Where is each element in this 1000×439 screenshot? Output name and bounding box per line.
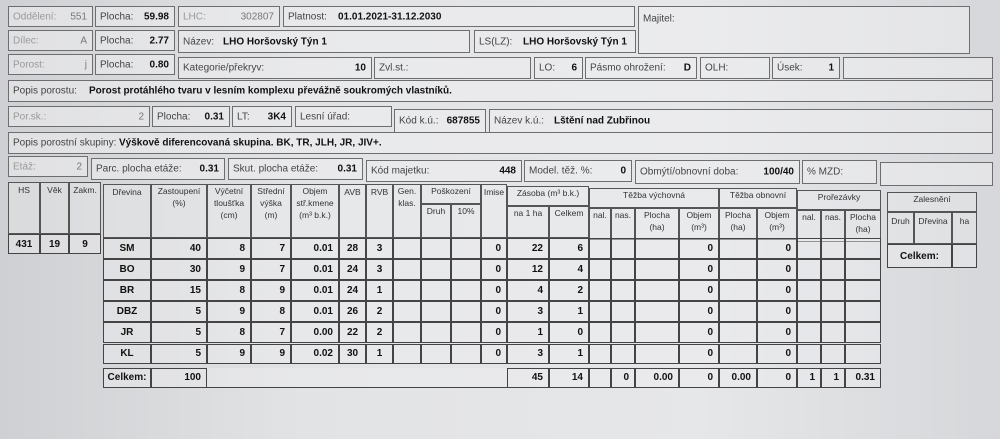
objem-header: Objem stř.kmene (m³ b.k.) bbox=[291, 184, 339, 238]
cell-tl: 9 bbox=[207, 344, 251, 365]
hs-value: 431 bbox=[8, 234, 40, 254]
cell-empty bbox=[797, 322, 821, 343]
obmyti-field: Obmýtí/obnovní doba: 100/40 bbox=[635, 160, 800, 184]
zalesneni-header: Zalesnění bbox=[887, 192, 977, 212]
cell-vy: 7 bbox=[251, 238, 291, 259]
cell-avb: 24 bbox=[339, 280, 366, 301]
cell-empty bbox=[821, 280, 845, 301]
imise-header: Imise bbox=[481, 184, 507, 238]
avb-header: AVB bbox=[339, 184, 366, 238]
cell-empty bbox=[635, 259, 679, 280]
cell-empty bbox=[719, 259, 757, 280]
cell-empty bbox=[451, 259, 481, 280]
cell-imise: 0 bbox=[481, 259, 507, 280]
cell-tl: 8 bbox=[207, 280, 251, 301]
cell-empty bbox=[611, 301, 635, 322]
cell-vy: 9 bbox=[251, 280, 291, 301]
cell-empty bbox=[635, 238, 679, 259]
cell-na1ha: 1 bbox=[507, 322, 549, 343]
cell-empty bbox=[845, 322, 881, 343]
empty-field bbox=[843, 57, 993, 79]
cell-empty bbox=[589, 301, 611, 322]
vycetni-header: Výčetní tloušťka (cm) bbox=[207, 184, 251, 238]
cell-empty bbox=[611, 322, 635, 343]
cell-tv_obj: 0 bbox=[679, 301, 719, 322]
poskozeni-header: Poškození bbox=[421, 184, 481, 204]
cell-empty bbox=[393, 301, 421, 322]
cell-to_obj: 0 bbox=[757, 301, 797, 322]
cell-tv_obj: 0 bbox=[679, 259, 719, 280]
ls-field: LS(LZ): LHO Horšovský Týn 1 bbox=[474, 30, 636, 53]
tv-nas-header: nas. bbox=[611, 208, 635, 240]
cell-empty bbox=[797, 301, 821, 322]
cell-tl: 9 bbox=[207, 259, 251, 280]
cell-empty bbox=[845, 280, 881, 301]
cell-tv_obj: 0 bbox=[679, 280, 719, 301]
cell-empty bbox=[451, 238, 481, 259]
zakm-value: 9 bbox=[69, 234, 101, 254]
stredni-header: Střední výška (m) bbox=[251, 184, 291, 238]
druh-header: Druh bbox=[421, 204, 451, 238]
popis-porostu-field: Popis porostu: Porost protáhlého tvaru v lesním komplexu převážně soukromých vlastníků. bbox=[8, 80, 993, 102]
cell-avb: 26 bbox=[339, 301, 366, 322]
cell-rvb: 1 bbox=[366, 280, 393, 301]
cell-rvb: 2 bbox=[366, 322, 393, 343]
cell-to_obj: 0 bbox=[757, 322, 797, 343]
cell-obj: 0.02 bbox=[291, 344, 339, 365]
dilec-field: Dílec: A bbox=[8, 30, 93, 51]
cell-empty bbox=[611, 259, 635, 280]
plocha-dilec-field: Plocha: 2.77 bbox=[95, 30, 175, 51]
z-druh-header: Druh bbox=[887, 212, 914, 244]
total-celkem: 14 bbox=[549, 368, 589, 388]
cell-drevina: DBZ bbox=[103, 301, 151, 322]
tezba-obnovni-header: Těžba obnovní bbox=[719, 188, 797, 208]
cell-empty bbox=[611, 344, 635, 365]
cell-imise: 0 bbox=[481, 322, 507, 343]
total-to_plocha: 0.00 bbox=[719, 368, 757, 388]
cell-empty bbox=[821, 344, 845, 365]
cell-empty bbox=[821, 301, 845, 322]
cell-empty bbox=[393, 259, 421, 280]
cell-to_obj: 0 bbox=[757, 344, 797, 365]
z-ha-header: ha bbox=[952, 212, 977, 244]
cell-empty bbox=[393, 322, 421, 343]
cell-empty bbox=[845, 344, 881, 365]
oddeleni-field: Oddělení: 551 bbox=[8, 6, 93, 27]
cell-vy: 9 bbox=[251, 344, 291, 365]
cell-empty bbox=[845, 238, 881, 259]
olh-field: OLH: bbox=[700, 57, 770, 79]
cell-rvb: 3 bbox=[366, 259, 393, 280]
tezba-vychovna-header: Těžba výchovná bbox=[589, 188, 719, 208]
cell-empty bbox=[589, 238, 611, 259]
cell-empty bbox=[797, 259, 821, 280]
total-tv_obj: 0 bbox=[679, 368, 719, 388]
porsk-field: Por.sk.: 2 bbox=[8, 106, 150, 127]
cell-empty bbox=[421, 259, 451, 280]
cell-zast: 5 bbox=[151, 322, 207, 343]
cell-empty bbox=[635, 344, 679, 365]
total-na1ha: 45 bbox=[507, 368, 549, 388]
cell-empty bbox=[421, 322, 451, 343]
cell-imise: 0 bbox=[481, 280, 507, 301]
etaz-field: Etáž: 2 bbox=[8, 156, 88, 177]
cell-empty bbox=[845, 259, 881, 280]
prorezavky-header: Prořezávky bbox=[797, 190, 881, 210]
cell-rvb: 3 bbox=[366, 238, 393, 259]
cell-zast: 5 bbox=[151, 301, 207, 322]
cell-celkem: 0 bbox=[549, 322, 589, 343]
cell-empty bbox=[393, 344, 421, 365]
cell-drevina: BR bbox=[103, 280, 151, 301]
cell-obj: 0.01 bbox=[291, 301, 339, 322]
skut-plocha-field: Skut. plocha etáže: 0.31 bbox=[228, 158, 363, 180]
cell-drevina: KL bbox=[103, 344, 151, 365]
cell-obj: 0.01 bbox=[291, 280, 339, 301]
total-empty bbox=[207, 368, 507, 388]
vek-value: 19 bbox=[40, 234, 69, 254]
cell-empty bbox=[589, 344, 611, 365]
zvlst-field: Zvl.st.: bbox=[374, 57, 531, 79]
total-tv_nas: 0 bbox=[611, 368, 635, 388]
cell-tl: 8 bbox=[207, 238, 251, 259]
cell-empty bbox=[451, 280, 481, 301]
cell-empty bbox=[635, 280, 679, 301]
tv-nal-header: nal. bbox=[589, 208, 611, 240]
cell-tv_obj: 0 bbox=[679, 344, 719, 365]
cell-empty bbox=[797, 280, 821, 301]
cell-vy: 7 bbox=[251, 322, 291, 343]
cell-empty bbox=[719, 344, 757, 365]
majitel-field: Majitel: bbox=[638, 6, 970, 54]
z-celkem-label: Celkem: bbox=[887, 244, 952, 268]
total-to_obj: 0 bbox=[757, 368, 797, 388]
zakm-header: Zakm. bbox=[69, 182, 101, 234]
model-tezby-field: Model. těž. %: 0 bbox=[524, 160, 632, 182]
plocha-porost-field: Plocha: 0.80 bbox=[95, 54, 175, 75]
cell-empty bbox=[719, 301, 757, 322]
total-pr_plocha: 0.31 bbox=[845, 368, 881, 388]
cell-celkem: 6 bbox=[549, 238, 589, 259]
rvb-header: RVB bbox=[366, 184, 393, 238]
cell-obj: 0.00 bbox=[291, 322, 339, 343]
cell-empty bbox=[821, 238, 845, 259]
cell-empty bbox=[635, 301, 679, 322]
cell-empty bbox=[821, 259, 845, 280]
kategorie-field: Kategorie/překryv: 10 bbox=[178, 57, 372, 79]
drevina-header: Dřevina bbox=[103, 184, 151, 238]
cell-empty bbox=[589, 259, 611, 280]
vek-header: Věk bbox=[40, 182, 69, 234]
hs-header: HS bbox=[8, 182, 40, 234]
empty-field-2 bbox=[880, 162, 993, 186]
cell-empty bbox=[451, 344, 481, 365]
total-empty bbox=[589, 368, 611, 388]
cell-empty bbox=[635, 322, 679, 343]
na1ha-header: na 1 ha bbox=[507, 206, 549, 238]
cell-avb: 22 bbox=[339, 322, 366, 343]
lo-field: LO: 6 bbox=[534, 57, 583, 79]
nazev-field: Název: LHO Horšovský Týn 1 bbox=[178, 30, 470, 53]
z-celkem-value bbox=[952, 244, 977, 268]
platnost-field: Platnost: 01.01.2021-31.12.2030 bbox=[283, 6, 635, 27]
celkem-header: Celkem bbox=[549, 206, 589, 238]
popis-skupiny-field: Popis porostní skupiny: Výškově diferencovaná skupina. BK, TR, JLH, JR, JIV+. bbox=[8, 132, 993, 154]
nazev-ku-field: Název k.ú.: Lštění nad Zubřinou bbox=[489, 109, 993, 133]
plocha-oddeleni-field: Plocha: 59.98 bbox=[95, 6, 175, 27]
cell-celkem: 2 bbox=[549, 280, 589, 301]
cell-vy: 8 bbox=[251, 301, 291, 322]
cell-to_obj: 0 bbox=[757, 238, 797, 259]
cell-empty bbox=[719, 238, 757, 259]
total-pr_nas: 1 bbox=[821, 368, 845, 388]
cell-zast: 40 bbox=[151, 238, 207, 259]
cell-celkem: 1 bbox=[549, 344, 589, 365]
cell-rvb: 2 bbox=[366, 301, 393, 322]
cell-imise: 0 bbox=[481, 238, 507, 259]
cell-empty bbox=[421, 280, 451, 301]
cell-to_obj: 0 bbox=[757, 280, 797, 301]
plocha-porsk-field: Plocha: 0.31 bbox=[152, 106, 230, 127]
cell-empty bbox=[611, 238, 635, 259]
cell-empty bbox=[611, 280, 635, 301]
cell-to_obj: 0 bbox=[757, 259, 797, 280]
usek-field: Úsek: 1 bbox=[772, 57, 840, 79]
cell-tv_obj: 0 bbox=[679, 322, 719, 343]
lt-field: LT: 3K4 bbox=[232, 106, 292, 127]
cell-empty bbox=[719, 280, 757, 301]
cell-empty bbox=[421, 301, 451, 322]
cell-zast: 30 bbox=[151, 259, 207, 280]
cell-empty bbox=[797, 344, 821, 365]
cell-empty bbox=[393, 238, 421, 259]
cell-empty bbox=[845, 301, 881, 322]
kod-majetku-field: Kód majetku: 448 bbox=[366, 160, 522, 182]
gen-header: Gen. klas. bbox=[393, 184, 421, 238]
to-plocha-header: Plocha (ha) bbox=[719, 208, 757, 240]
pr-nal-header: nal. bbox=[797, 210, 821, 242]
porost-field: Porost: j bbox=[8, 54, 93, 75]
tv-objem-header: Objem (m³) bbox=[679, 208, 719, 240]
cell-empty bbox=[393, 280, 421, 301]
cell-avb: 28 bbox=[339, 238, 366, 259]
cell-rvb: 1 bbox=[366, 344, 393, 365]
cell-empty bbox=[821, 322, 845, 343]
mzd-field: % MZD: bbox=[802, 160, 877, 184]
cell-na1ha: 4 bbox=[507, 280, 549, 301]
lhc-field: LHC: 302807 bbox=[178, 6, 280, 27]
pasmo-field: Pásmo ohrožení: D bbox=[585, 57, 697, 79]
pr-nas-header: nas. bbox=[821, 210, 845, 242]
cell-obj: 0.01 bbox=[291, 259, 339, 280]
cell-empty bbox=[589, 280, 611, 301]
cell-empty bbox=[451, 322, 481, 343]
cell-na1ha: 3 bbox=[507, 301, 549, 322]
zasoba-header: Zásoba (m³ b.k.) bbox=[507, 186, 589, 206]
cell-avb: 30 bbox=[339, 344, 366, 365]
cell-tl: 9 bbox=[207, 301, 251, 322]
cell-drevina: JR bbox=[103, 322, 151, 343]
p10-header: 10% bbox=[451, 204, 481, 238]
cell-empty bbox=[589, 322, 611, 343]
cell-empty bbox=[719, 322, 757, 343]
total-label: Celkem: bbox=[103, 368, 151, 388]
to-objem-header: Objem (m³) bbox=[757, 208, 797, 240]
cell-empty bbox=[421, 344, 451, 365]
cell-imise: 0 bbox=[481, 301, 507, 322]
cell-na1ha: 22 bbox=[507, 238, 549, 259]
tv-plocha-header: Plocha (ha) bbox=[635, 208, 679, 240]
lesni-urad-field: Lesní úřad: bbox=[295, 106, 392, 127]
cell-empty bbox=[797, 238, 821, 259]
kod-ku-field: Kód k.ú.: 687855 bbox=[394, 109, 486, 133]
zastoupeni-header: Zastoupení (%) bbox=[151, 184, 207, 238]
cell-tl: 8 bbox=[207, 322, 251, 343]
total-pr_nal: 1 bbox=[797, 368, 821, 388]
cell-zast: 5 bbox=[151, 344, 207, 365]
cell-obj: 0.01 bbox=[291, 238, 339, 259]
z-drevina-header: Dřevina bbox=[914, 212, 952, 244]
cell-vy: 7 bbox=[251, 259, 291, 280]
cell-drevina: BO bbox=[103, 259, 151, 280]
cell-imise: 0 bbox=[481, 344, 507, 365]
cell-celkem: 1 bbox=[549, 301, 589, 322]
cell-na1ha: 12 bbox=[507, 259, 549, 280]
cell-na1ha: 3 bbox=[507, 344, 549, 365]
total-zast: 100 bbox=[151, 368, 207, 388]
pr-plocha-header: Plocha (ha) bbox=[845, 210, 881, 242]
cell-celkem: 4 bbox=[549, 259, 589, 280]
total-tv_plocha: 0.00 bbox=[635, 368, 679, 388]
parc-plocha-field: Parc. plocha etáže: 0.31 bbox=[91, 158, 225, 180]
cell-zast: 15 bbox=[151, 280, 207, 301]
cell-empty bbox=[421, 238, 451, 259]
cell-empty bbox=[451, 301, 481, 322]
cell-avb: 24 bbox=[339, 259, 366, 280]
cell-drevina: SM bbox=[103, 238, 151, 259]
cell-tv_obj: 0 bbox=[679, 238, 719, 259]
